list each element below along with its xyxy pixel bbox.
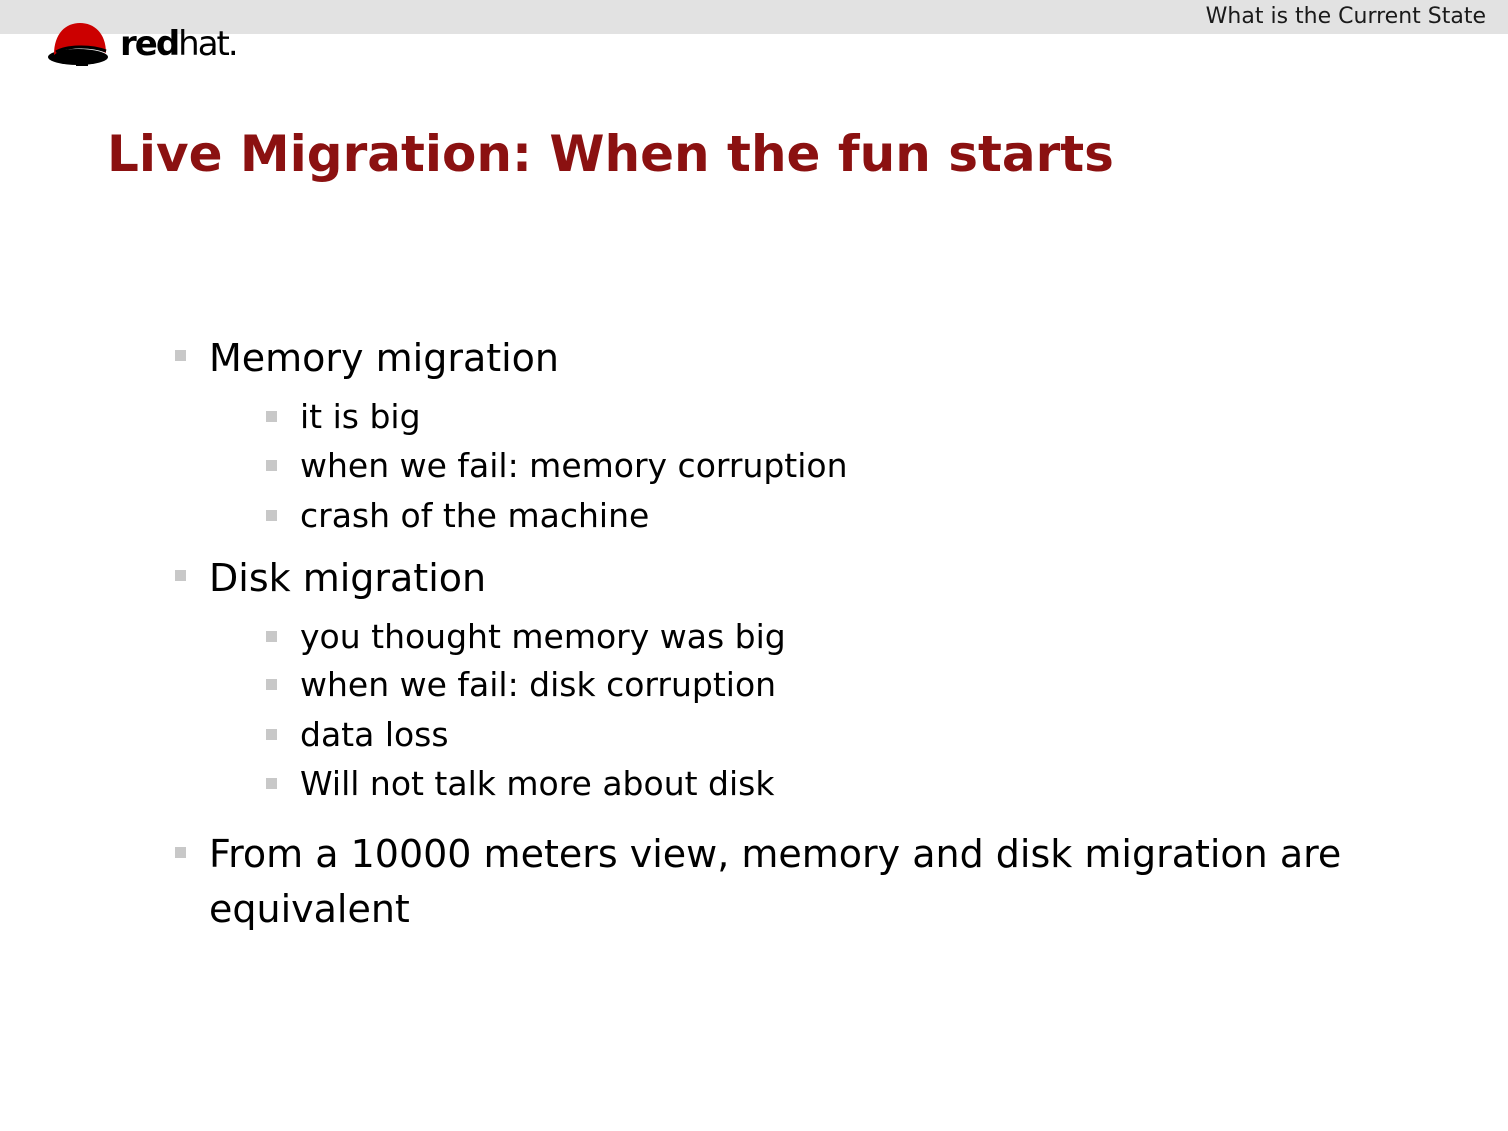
sub-bullet: Will not talk more about disk bbox=[300, 764, 775, 803]
bullet-marker bbox=[266, 460, 277, 471]
bullet-memory-migration: Memory migration bbox=[209, 336, 560, 380]
bullet-marker bbox=[266, 411, 277, 422]
bullet-marker bbox=[175, 350, 186, 361]
slide-title: Live Migration: When the fun starts bbox=[107, 125, 1114, 183]
sub-bullet: data loss bbox=[300, 715, 449, 754]
bullet-marker bbox=[266, 679, 277, 690]
sub-bullet: when we fail: disk corruption bbox=[300, 665, 777, 704]
bullet-disk-migration: Disk migration bbox=[209, 556, 487, 600]
sub-bullet: when we fail: memory corruption bbox=[300, 446, 848, 485]
sub-bullet: you thought memory was big bbox=[300, 617, 786, 656]
bullet-marker bbox=[266, 631, 277, 642]
bullet-equivalence-continued: equivalent bbox=[209, 887, 410, 931]
bullet-marker bbox=[266, 778, 277, 789]
sub-bullet: it is big bbox=[300, 397, 421, 436]
bullet-marker bbox=[175, 570, 186, 581]
sub-bullet: crash of the machine bbox=[300, 496, 650, 535]
bullet-marker bbox=[266, 510, 277, 521]
logo-wordmark: redhat. bbox=[120, 24, 237, 64]
bullet-marker bbox=[266, 729, 277, 740]
bullet-equivalence: From a 10000 meters view, memory and disk migration are bbox=[209, 832, 1342, 876]
bullet-marker bbox=[175, 847, 186, 858]
section-title: What is the Current State bbox=[1205, 4, 1486, 29]
